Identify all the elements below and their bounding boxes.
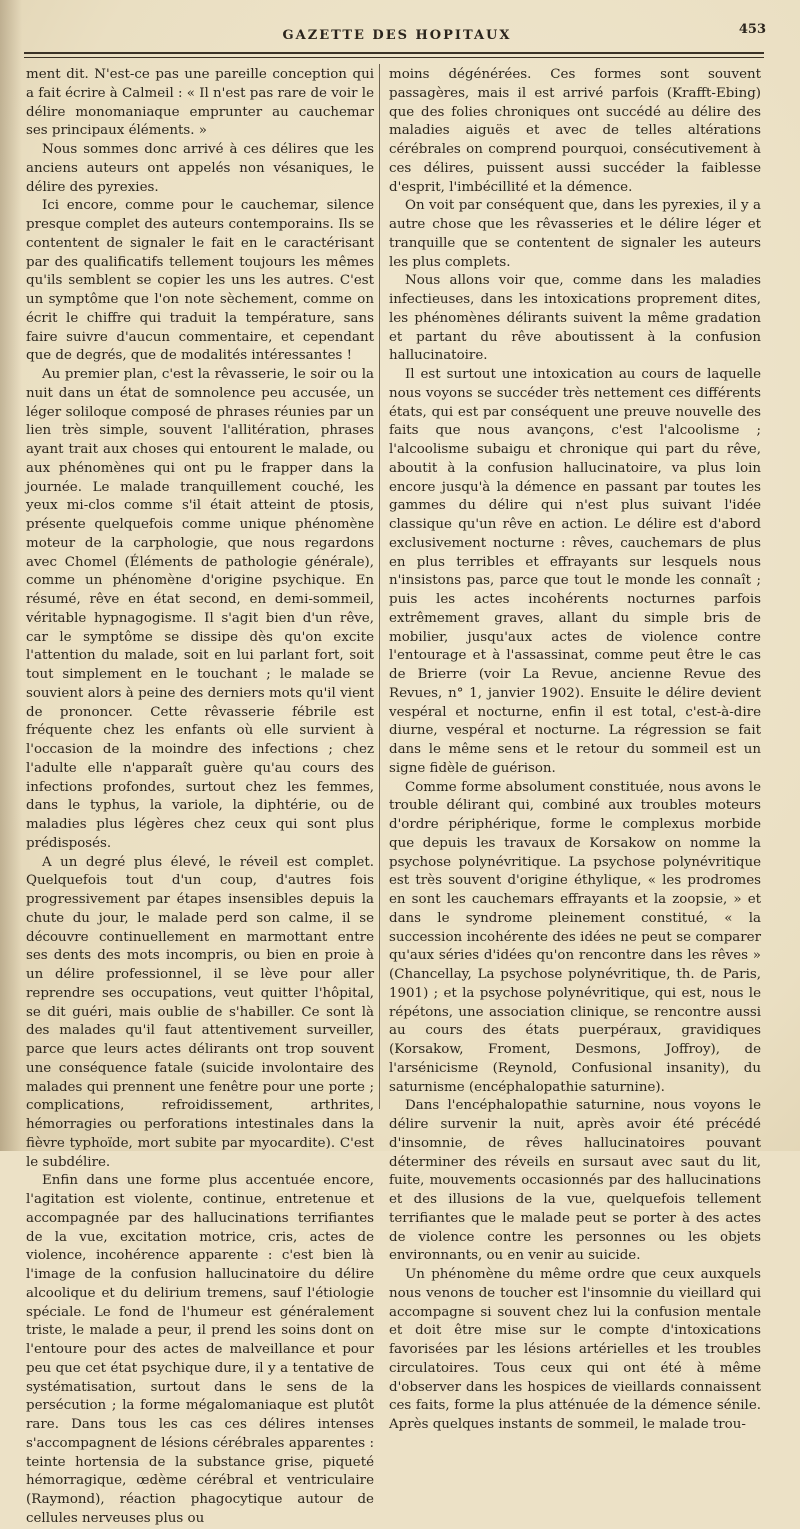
paragraph: Comme forme absolument constituée, nous avons le trouble délirant qui, combiné aux troubles moteurs d'ordre périphérique, forme le complexus morbide que depuis les travaux de Korsakow on nomme la psychose polynévritique. La psychose polynévritique est très souvent d'origine éthylique, « les prodromes en sont les cauchemars effrayants et la zoopsie, » et dans le syndrome pleinement constitué, « la succession incohérente des idées ne peut se comparer qu'aux séries d'idées qu'on rencontre dans les rêves » (Chancellay, La psychose polynévritique, th. de Paris, 1901) ; et la psychose polynévritique, qui est, nous le répétons, une association clinique, se rencontre aussi au cours des états puerpéraux, gravidiques (Korsakow, Froment, Desmons, Joffroy), de l'arsénicisme (Reynold, Confusional insanity), du saturnisme (encéphalopathie saturnine). <box>389 779 761 1095</box>
page-number: 453 <box>738 22 766 37</box>
header-rule-thick <box>24 52 764 54</box>
paragraph: On voit par conséquent que, dans les pyrexies, il y a autre chose que les rêvasseries et le délire léger et tranquille que se contentent de signaler les auteurs les plus complets. <box>389 198 761 270</box>
column-divider <box>379 64 380 1109</box>
paragraph: Ici encore, comme pour le cauchemar, silence presque complet des auteurs contemporains. Ils se contentent de signaler le fait en le caractérisant par des qualificatifs tellement toujours les mêmes qu'ils semblent se copier les uns les autres. C'est un symptôme que l'on note sèchement, comme on écrit le chiffre qui traduit la température, sans faire suivre d'aucun commentaire, et cependant que de degrés, que de modalités intéressantes ! <box>26 198 374 364</box>
paragraph: Un phénomène du même ordre que ceux auxquels nous venons de toucher est l'insomnie du vieillard qui accompagne si souvent chez lui la confusion mentale et doit être mise sur le compte d'intoxications favorisées par les lésions artérielles et les troubles circulatoires. Tous ceux qui ont été à même d'observer dans les hospices de vieillards connaissent ces faits, forme la plus atténuée de la démence sénile. Après quelques instants de sommeil, le malade trou- <box>389 1267 761 1432</box>
paragraph: moins dégénérées. Ces formes sont souvent passagères, mais il est arrivé parfois (Krafft-Ebing) que des folies chroniques ont succédé au délire des maladies aiguës et avec de telles altérations cérébrales on comprend pourquoi, consécutivement à ces délires, puissent aussi succéder la faiblesse d'esprit, l'imbécillité et la démence. <box>389 67 761 195</box>
paragraph: Au premier plan, c'est la rêvasserie, le soir ou la nuit dans un état de somnolence peu accusée, un léger soliloque composé de phrases réunies par un lien très simple, souvent l'allitération, phrases ayant trait aux choses qui entourent le malade, ou aux phénomènes qui ont pu le frapper dans la journée. Le malade tranquillement couché, les yeux mi-clos comme s'il était atteint de ptosis, présente quelquefois comme unique phénomène moteur de la carphologie, que nous regardons avec Chomel (Éléments de pathologie générale), comme un phénomène d'origine psychique. En résumé, rêve en état second, en demi-sommeil, véritable hypnagogisme. Il s'agit bien d'un rêve, car le symptôme se dissipe dès qu'on excite l'attention du malade, soit en lui parlant fort, soit tout simplement en le touchant ; le malade se souvient alors à peine des derniers mots qu'il vient de prononcer. Cette rêvasserie fébrile est fréquente chez les enfants où elle survient à l'occasion de la moindre des infections ; chez l'adulte elle n'apparaît guère qu'au cours des infections profondes, surtout chez les femmes, dans le typhus, la variole, la diphtérie, ou de maladies plus légères chez ceux qui sont plus prédisposés. <box>26 367 374 851</box>
running-title: GAZETTE DES HOPITAUX <box>282 28 512 43</box>
paragraph: Dans l'encéphalopathie saturnine, nous voyons le délire survenir la nuit, après avoir été précédé d'insomnie, de rêves hallucinatoires pouvant déterminer des réveils en sursaut avec saut du lit, fuite, mouvements occasionnés par des hallucinations et des illusions de la vue, quelquefois tellement terrifiantes que le malade peut se porter à des actes de violence contre les personnes ou les objets environnants, ou en venir au suicide. <box>389 1098 761 1264</box>
page-header <box>24 22 770 48</box>
left-column <box>26 66 374 1526</box>
paragraph: Nous allons voir que, comme dans les maladies infectieuses, dans les intoxications proprement dites, les phénomènes délirants suivent la même gradation et partant du rêve aboutissent à la confusion hallucinatoire. <box>389 273 761 364</box>
paragraph: Il est surtout une intoxication au cours de laquelle nous voyons se succéder très nettement ces différents états, qui est par conséquent une preuve nouvelle des faits que nous avançons, c'est l'alcoolisme ; l'alcoolisme subaigu et chronique qui part du rêve, aboutit à la confusion hallucinatoire, va plus loin encore jusqu'à la démence en passant par toutes les gammes du délire qui n'est plus suivant l'idée classique qu'un rêve en action. Le délire est d'abord exclusivement nocturne : rêves, cauchemars de plus en plus terribles et effrayants sur lesquels nous n'insistons pas, parce que tout le monde les connaît ; puis les actes incohérents nocturnes parfois extrêmement graves, allant du simple bris de mobilier, jusqu'aux actes de violence contre l'entourage et à l'assassinat, comme peut être le cas de Brierre (voir La Revue, ancienne Revue des Revues, n° 1, janvier 1902). Ensuite le délire devient vespéral et nocturne, enfin il est total, c'est-à-dire diurne, vespéral et nocturne. La régression se fait dans le même sens et le retour du sommeil est un signe fidèle de guérison. <box>389 367 761 776</box>
paragraph: A un degré plus élevé, le réveil est complet. Quelquefois tout d'un coup, d'autres fois progressivement par étapes insensibles depuis la chute du jour, le malade perd son calme, il se découvre continuellement en marmottant entre ses dents des mots incompris, ou bien en proie à un délire professionnel, il se lève pour aller reprendre ses occupations, veut quitter l'hôpital, se dit guéri, mais oublie de s'habiller. Ce sont là des malades qu'il faut attentivement surveiller, parce que leurs actes délirants ont trop souvent une conséquence fatale (suicide involontaire des malades qui prennent une fenêtre pour une porte ; complications, refroidissement, arthrites, hémorragies ou perforations intestinales dans la fièvre typhoïde, mort subite par myocardite). C'est le subdélire. <box>26 854 374 1170</box>
right-column <box>389 66 761 1432</box>
paragraph: ment dit. N'est-ce pas une pareille conception qui a fait écrire à Calmeil : « Il n'est pas rare de voir le délire monomaniaque emprunter au cauchemar ses principaux éléments. » <box>26 67 374 139</box>
page-edge-shadow <box>0 0 22 1151</box>
paragraph: Enfin dans une forme plus accentuée encore, l'agitation est violente, continue, entretenue et accompagnée par des hallucinations terrifiantes de la vue, excitation motrice, cris, actes de violence, incohérence apparente : c'est bien là l'image de la confusion hallucinatoire du délire alcoolique et du delirium tremens, sauf l'étiologie spéciale. Le fond de l'humeur est généralement triste, le malade a peur, il prend les soins dont on l'entoure pour des actes de malveillance et pour peu que cet état psychique dure, il y a tentative de systématisation, surtout dans le sens de la persécution ; la forme mégalomaniaque est plutôt rare. Dans tous les cas ces délires intenses s'accompagnent de lésions cérébrales apparentes : teinte hortensia de la substance grise, piqueté hémorragique, œdème cérébral et ventriculaire (Raymond), réaction phagocytique autour de cellules nerveuses plus ou <box>26 1173 374 1526</box>
paragraph: Nous sommes donc arrivé à ces délires que les anciens auteurs ont appelés non vésaniques, le délire des pyrexies. <box>26 142 374 195</box>
header-rule-thin <box>24 57 764 58</box>
